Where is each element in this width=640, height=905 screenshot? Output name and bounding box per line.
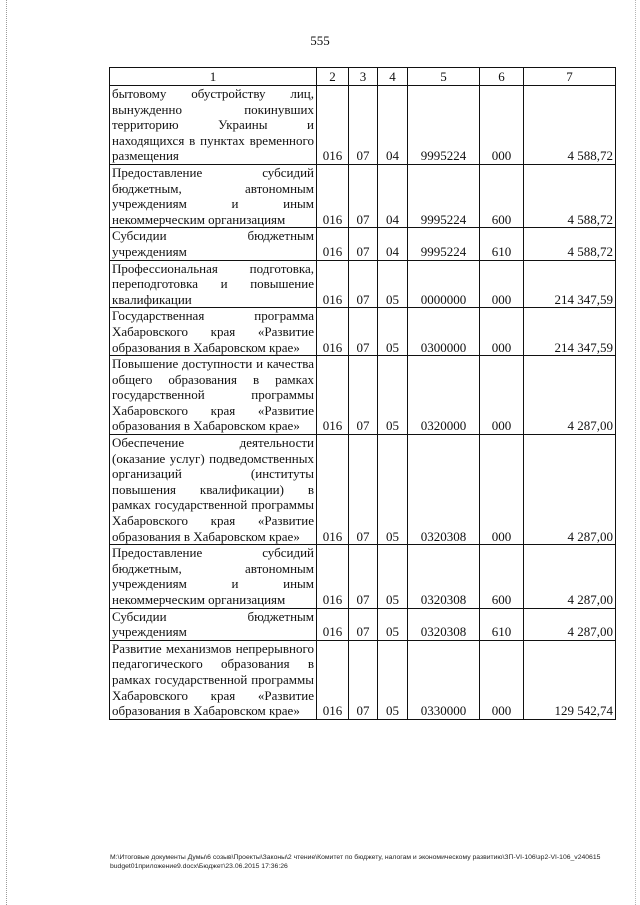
page-edge-right [635, 0, 636, 905]
row-amount: 4 287,00 [524, 608, 616, 640]
row-ministry-code: 016 [317, 545, 349, 608]
row-section-code: 07 [349, 86, 378, 165]
row-amount: 4 287,00 [524, 356, 616, 435]
row-name: Предоставление субсидий бюджетным, автономным учреждениям и иным некоммерческим организациям [110, 545, 317, 608]
row-expense-type-code: 000 [480, 435, 524, 545]
row-expense-type-code: 000 [480, 356, 524, 435]
row-amount: 129 542,74 [524, 640, 616, 719]
row-ministry-code: 016 [317, 228, 349, 260]
table-row [110, 435, 616, 545]
row-name: Предоставление субсидий бюджетным, автономным учреждениям и иным некоммерческим организациям [110, 164, 317, 227]
table-row [110, 228, 616, 260]
row-amount: 214 347,59 [524, 260, 616, 308]
row-subsection-code: 04 [378, 164, 408, 227]
row-amount: 4 588,72 [524, 86, 616, 165]
row-target-article-code: 9995224 [408, 86, 480, 165]
column-header-5: 5 [408, 68, 480, 86]
column-header-3: 3 [349, 68, 378, 86]
row-amount: 4 588,72 [524, 164, 616, 227]
row-target-article-code: 0320308 [408, 435, 480, 545]
row-target-article-code: 0320308 [408, 608, 480, 640]
column-header-4: 4 [378, 68, 408, 86]
row-target-article-code: 9995224 [408, 228, 480, 260]
row-section-code: 07 [349, 260, 378, 308]
row-ministry-code: 016 [317, 164, 349, 227]
row-name: Развитие механизмов непрерывного педагогического образования в рамках государственной программы Хабаровского края «Развитие образования в Хабаровском крае» [110, 640, 317, 719]
file-path-footer: M:\Итоговые документы Думы\6 созыв\Проекты\Законы\2 чтение\Комитет по бюджету, налогам и экономическому развитию\ЗП-VI-106\зр2-VI-106_v240615 budget01приложение9.docx\Бюджет\23.06.2015 17:36:26 [110, 854, 601, 870]
table-row [110, 545, 616, 608]
row-amount: 4 588,72 [524, 228, 616, 260]
row-ministry-code: 016 [317, 308, 349, 356]
column-header-2: 2 [317, 68, 349, 86]
table-header-row [110, 68, 616, 86]
row-name: Государственная программа Хабаровского края «Развитие образования в Хабаровском крае» [110, 308, 317, 356]
row-subsection-code: 05 [378, 435, 408, 545]
row-ministry-code: 016 [317, 356, 349, 435]
row-expense-type-code: 000 [480, 308, 524, 356]
row-expense-type-code: 610 [480, 608, 524, 640]
row-ministry-code: 016 [317, 608, 349, 640]
row-name: Субсидии бюджетным учреждениям [110, 608, 317, 640]
row-name: Обеспечение деятельности (оказание услуг) подведомственных организаций (институты повышения квалификации) в рамках государственной программы Хабаровского края «Развитие образования в Хабаровском крае» [110, 435, 317, 545]
row-name: Профессиональная подготовка, переподготовка и повышение квалификации [110, 260, 317, 308]
row-ministry-code: 016 [317, 86, 349, 165]
row-ministry-code: 016 [317, 260, 349, 308]
column-header-7: 7 [524, 68, 616, 86]
row-section-code: 07 [349, 608, 378, 640]
row-name: бытовому обустройству лиц, вынужденно покинувших территорию Украины и находящихся в пунктах временного размещения [110, 86, 317, 165]
row-ministry-code: 016 [317, 640, 349, 719]
row-expense-type-code: 600 [480, 164, 524, 227]
row-subsection-code: 05 [378, 545, 408, 608]
row-section-code: 07 [349, 356, 378, 435]
column-header-1: 1 [110, 68, 317, 86]
row-section-code: 07 [349, 435, 378, 545]
column-header-6: 6 [480, 68, 524, 86]
row-amount: 4 287,00 [524, 545, 616, 608]
row-amount: 214 347,59 [524, 308, 616, 356]
row-subsection-code: 04 [378, 86, 408, 165]
row-expense-type-code: 600 [480, 545, 524, 608]
row-target-article-code: 9995224 [408, 164, 480, 227]
row-section-code: 07 [349, 545, 378, 608]
row-expense-type-code: 610 [480, 228, 524, 260]
row-section-code: 07 [349, 640, 378, 719]
row-expense-type-code: 000 [480, 260, 524, 308]
table-row [110, 356, 616, 435]
table-row [110, 260, 616, 308]
row-name: Повышение доступности и качества общего образования в рамках государственной программы Хабаровского края «Развитие образования в Хабаровском крае» [110, 356, 317, 435]
row-subsection-code: 05 [378, 608, 408, 640]
budget-table [109, 67, 616, 720]
row-subsection-code: 05 [378, 640, 408, 719]
row-name: Субсидии бюджетным учреждениям [110, 228, 317, 260]
row-section-code: 07 [349, 308, 378, 356]
page-number: 555 [310, 33, 330, 48]
row-subsection-code: 05 [378, 260, 408, 308]
table-row [110, 86, 616, 165]
row-ministry-code: 016 [317, 435, 349, 545]
table-row [110, 308, 616, 356]
row-target-article-code: 0300000 [408, 308, 480, 356]
row-amount: 4 287,00 [524, 435, 616, 545]
row-subsection-code: 05 [378, 356, 408, 435]
row-subsection-code: 05 [378, 308, 408, 356]
row-section-code: 07 [349, 228, 378, 260]
page-edge-left [6, 0, 7, 905]
row-expense-type-code: 000 [480, 86, 524, 165]
table-row [110, 608, 616, 640]
row-target-article-code: 0000000 [408, 260, 480, 308]
table-row [110, 640, 616, 719]
row-expense-type-code: 000 [480, 640, 524, 719]
row-target-article-code: 0320308 [408, 545, 480, 608]
row-subsection-code: 04 [378, 228, 408, 260]
row-target-article-code: 0330000 [408, 640, 480, 719]
row-section-code: 07 [349, 164, 378, 227]
table-row [110, 164, 616, 227]
row-target-article-code: 0320000 [408, 356, 480, 435]
